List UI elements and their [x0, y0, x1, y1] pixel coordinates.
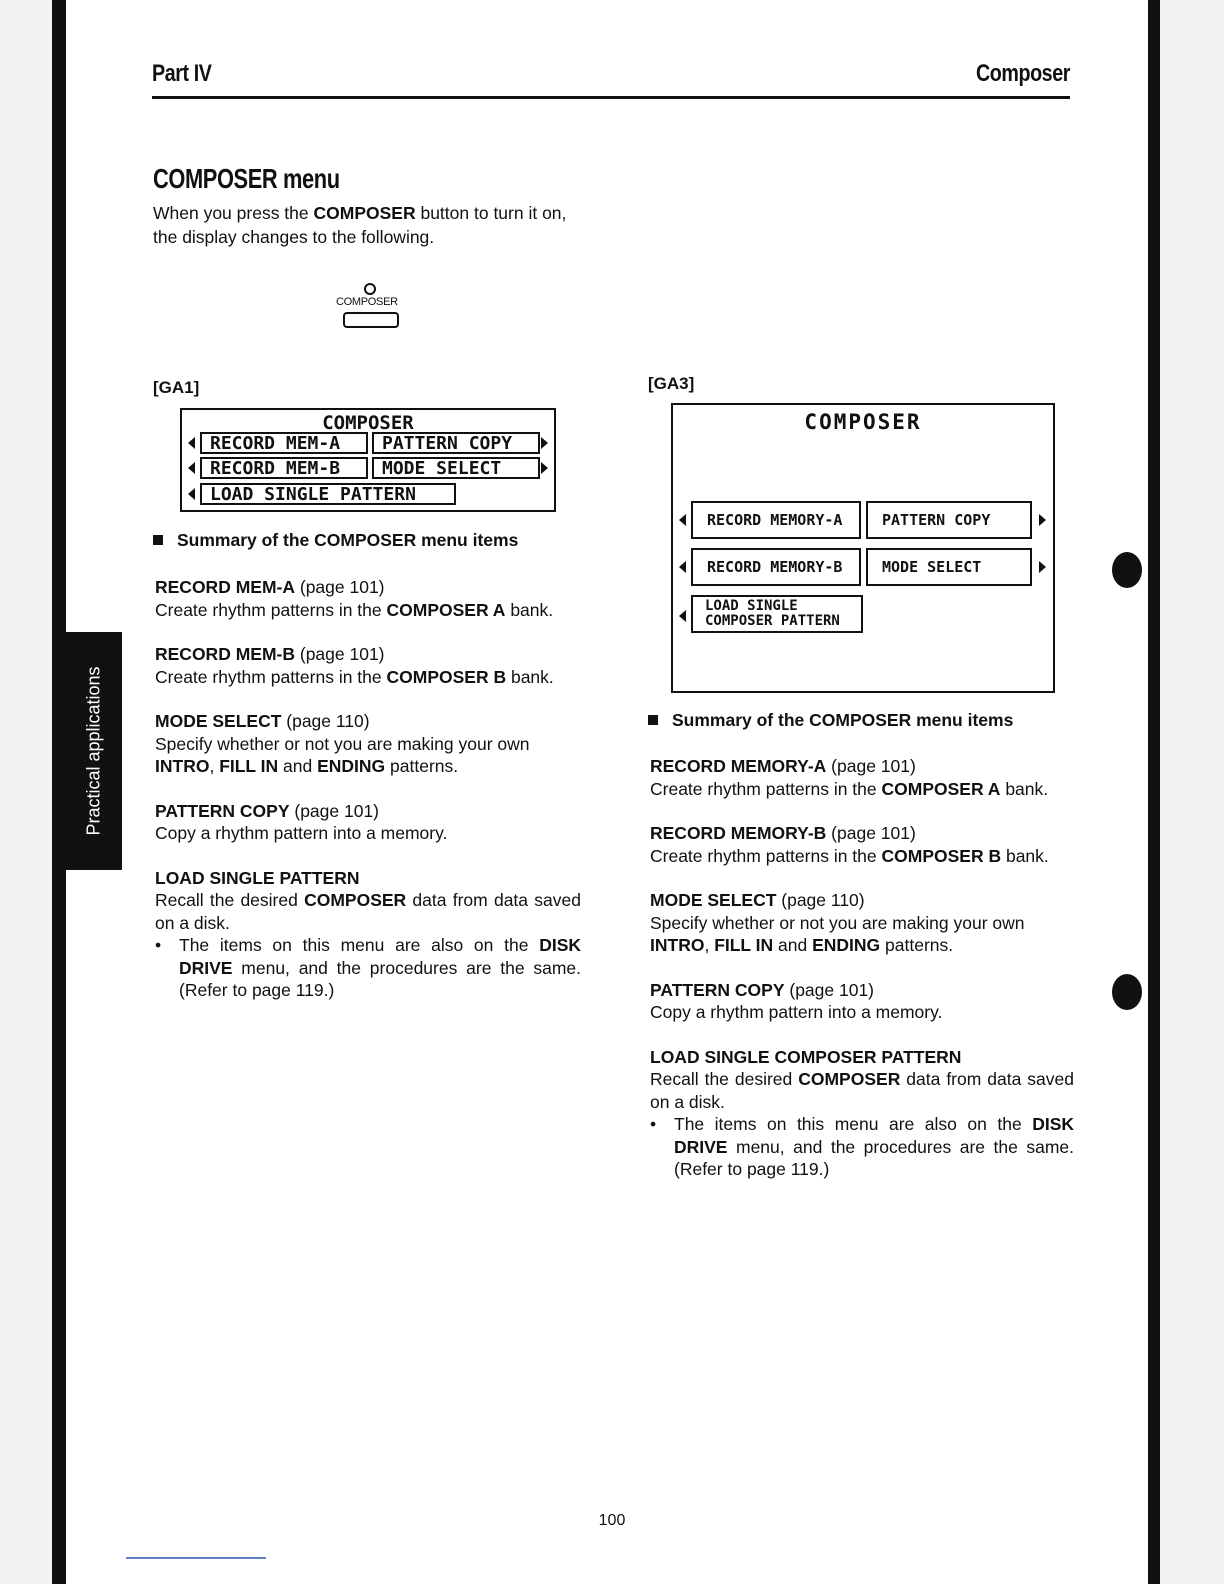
arrow-left-icon	[188, 488, 195, 500]
composer-button-label: COMPOSER	[336, 296, 398, 308]
arrow-right-icon	[541, 437, 548, 449]
left-entry-load-single-pattern: LOAD SINGLE PATTERN Recall the desired COMPOSER data from data saved on a disk. • The items on this menu are also on the DISK DRIVE menu, and the procedures are the same. (Refer to page 119.)	[155, 867, 581, 1000]
side-tab	[66, 632, 122, 870]
right-entry-load-single-composer-pattern: LOAD SINGLE COMPOSER PATTERN Recall the desired COMPOSER data from data saved on a disk. • The items on this menu are also on the DISK DRIVE menu, and the procedures are the same. (Refer to page 119.)	[650, 1046, 1074, 1179]
header-chapter: Composer	[975, 60, 1070, 87]
summary-heading-left: Summary of the COMPOSER menu items	[153, 530, 518, 551]
right-entry-pattern-copy: PATTERN COPY (page 101) Copy a rhythm pattern into a memory.	[650, 979, 943, 1022]
summary-heading-right: Summary of the COMPOSER menu items	[648, 710, 1013, 731]
ga3-record-memory-b: RECORD MEMORY-B	[691, 548, 861, 586]
arrow-left-icon	[679, 561, 686, 573]
ga1-load-single-pattern: LOAD SINGLE PATTERN	[200, 483, 456, 505]
ga3-display	[671, 403, 1055, 693]
left-entry-mode-select: MODE SELECT (page 110) Specify whether or not you are making your own INTRO, FILL IN and ENDING patterns.	[155, 711, 530, 776]
left-column	[155, 576, 581, 1024]
arrow-left-icon	[188, 462, 195, 474]
ga3-label: [GA3]	[648, 374, 695, 393]
ga1-mode-select: MODE SELECT	[372, 457, 540, 479]
ga1-display-title: COMPOSER	[322, 412, 414, 434]
punch-hole-icon	[1112, 974, 1142, 1010]
ga3-display-title: COMPOSER	[804, 410, 922, 434]
side-tab-label: Practical applications	[83, 666, 104, 836]
footer-line	[126, 1557, 266, 1559]
page-number: 100	[598, 1512, 626, 1529]
header-part: Part IV	[152, 60, 212, 87]
ga3-mode-select: MODE SELECT	[866, 548, 1032, 586]
right-column	[650, 755, 1074, 1203]
ga1-record-mem-b: RECORD MEM-B	[200, 457, 368, 479]
ga3-load-single-composer-pattern: LOAD SINGLE COMPOSER PATTERN	[691, 595, 863, 633]
ga1-pattern-copy: PATTERN COPY	[372, 432, 540, 454]
header-rule	[152, 96, 1070, 99]
scan-margin-right	[1160, 0, 1224, 1584]
composer-button-icon	[343, 312, 399, 328]
scan-edge-right	[1148, 0, 1160, 1584]
ga3-pattern-copy: PATTERN COPY	[866, 501, 1032, 539]
punch-hole-icon	[1112, 552, 1142, 588]
ga3-record-memory-a: RECORD MEMORY-A	[691, 501, 861, 539]
arrow-right-icon	[1039, 561, 1046, 573]
ga1-record-mem-a: RECORD MEM-A	[200, 432, 368, 454]
arrow-right-icon	[1039, 514, 1046, 526]
scan-margin-left	[0, 0, 52, 1584]
arrow-left-icon	[188, 437, 195, 449]
composer-led-icon	[364, 283, 376, 295]
left-entry-record-mem-a: RECORD MEM-A (page 101) Create rhythm patterns in the COMPOSER A bank.	[155, 577, 554, 620]
section-title: COMPOSER menu	[153, 163, 340, 194]
arrow-right-icon	[541, 462, 548, 474]
scan-edge-left	[52, 0, 66, 1584]
right-entry-mode-select: MODE SELECT (page 110) Specify whether or not you are making your own INTRO, FILL IN and ENDING patterns.	[650, 890, 1025, 955]
left-entry-record-mem-b: RECORD MEM-B (page 101) Create rhythm patterns in the COMPOSER B bank.	[155, 644, 554, 687]
ga1-display	[180, 408, 556, 512]
ga1-label: [GA1]	[153, 378, 200, 397]
arrow-left-icon	[679, 514, 686, 526]
right-entry-record-memory-b: RECORD MEMORY-B (page 101) Create rhythm patterns in the COMPOSER B bank.	[650, 823, 1049, 866]
left-entry-pattern-copy: PATTERN COPY (page 101) Copy a rhythm pattern into a memory.	[155, 800, 448, 843]
right-entry-record-memory-a: RECORD MEMORY-A (page 101) Create rhythm patterns in the COMPOSER A bank.	[650, 756, 1049, 799]
arrow-left-icon	[679, 610, 686, 622]
intro-text: When you press the COMPOSER button to turn it on, the display changes to the following.	[153, 203, 567, 247]
